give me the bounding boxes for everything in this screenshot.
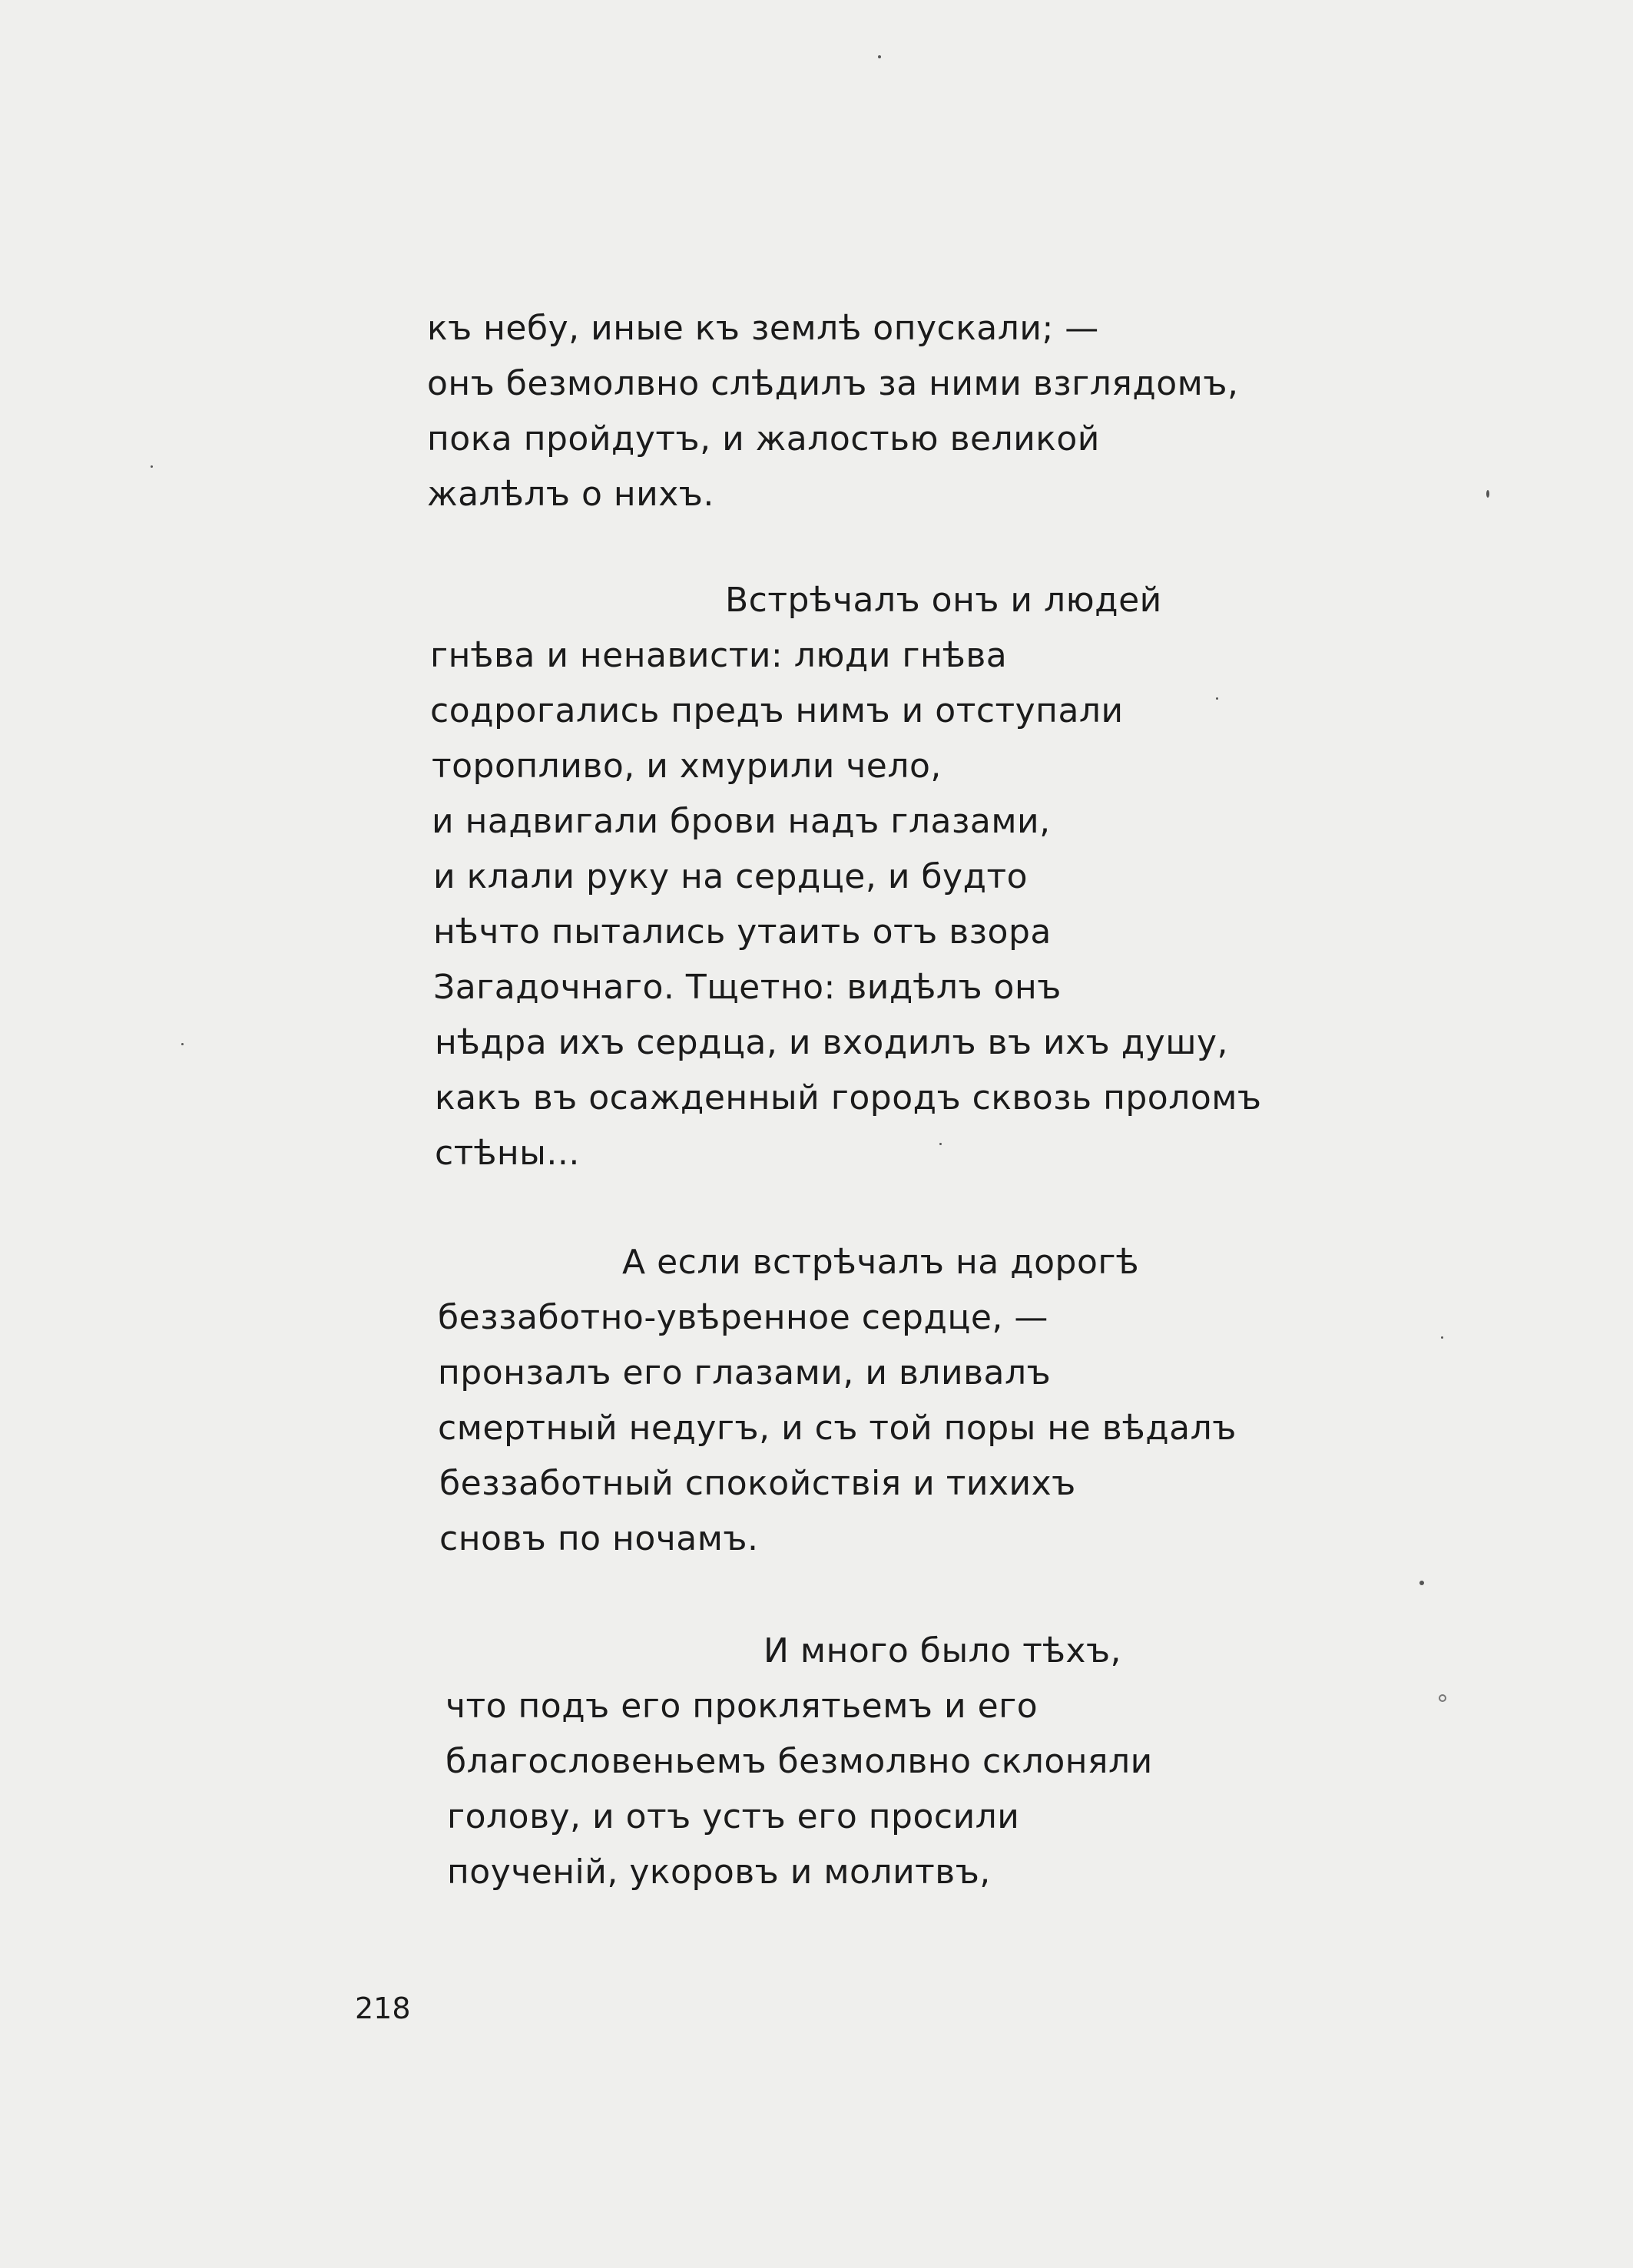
scan-speck — [1439, 1694, 1446, 1702]
page-number: 218 — [355, 1992, 411, 2025]
scan-speck — [1441, 1336, 1443, 1339]
text-line: стѣны... — [435, 1134, 580, 1173]
text-line: И много было тѣхъ, — [764, 1631, 1122, 1670]
text-line: содрогались предъ нимъ и отступали — [430, 691, 1124, 730]
text-line: благословеньемъ безмолвно склоняли — [446, 1742, 1153, 1781]
text-line: онъ безмолвно слѣдилъ за ними взглядомъ, — [427, 364, 1239, 403]
text-line: какъ въ осажденный городъ сквозь проломъ — [435, 1078, 1262, 1117]
text-line: Встрѣчалъ онъ и людей — [725, 581, 1162, 620]
text-line: торопливо, и хмурили чело, — [432, 747, 942, 786]
text-line: поученій, укоровъ и молитвъ, — [447, 1852, 991, 1892]
text-line: нѣдра ихъ сердца, и входилъ въ ихъ душу, — [435, 1023, 1228, 1062]
text-line: къ небу, иные къ землѣ опускали; — — [427, 309, 1099, 348]
text-line: жалѣлъ о нихъ. — [427, 475, 714, 514]
text-line: нѣчто пытались утаить отъ взора — [433, 912, 1052, 952]
scan-speck — [939, 1143, 942, 1145]
scan-speck — [878, 55, 881, 58]
text-line: сновъ по ночамъ. — [439, 1519, 759, 1558]
scan-speck — [1419, 1581, 1424, 1585]
scan-speck — [1216, 697, 1218, 700]
text-line: что подъ его проклятьемъ и его — [446, 1687, 1038, 1726]
scan-speck — [1486, 490, 1489, 498]
text-line: Загадочнаго. Тщетно: видѣлъ онъ — [433, 968, 1062, 1007]
scan-speck — [181, 1043, 184, 1045]
text-line: беззаботный спокойствія и тихихъ — [439, 1464, 1076, 1503]
text-line: пронзалъ его глазами, и вливалъ — [438, 1353, 1052, 1392]
scan-speck — [151, 465, 153, 468]
text-line: и надвигали брови надъ глазами, — [432, 802, 1051, 841]
text-line: и клали руку на сердце, и будто — [433, 857, 1028, 896]
text-line: А если встрѣчалъ на дорогѣ — [622, 1243, 1140, 1282]
text-line: пока пройдутъ, и жалостью великой — [427, 419, 1100, 459]
text-line: гнѣва и ненависти: люди гнѣва — [430, 636, 1008, 675]
text-line: беззаботно-увѣренное сердце, — — [438, 1298, 1048, 1337]
text-line: смертный недугъ, и съ той поры не вѣдалъ — [438, 1409, 1237, 1448]
text-line: голову, и отъ устъ его просили — [447, 1797, 1020, 1836]
